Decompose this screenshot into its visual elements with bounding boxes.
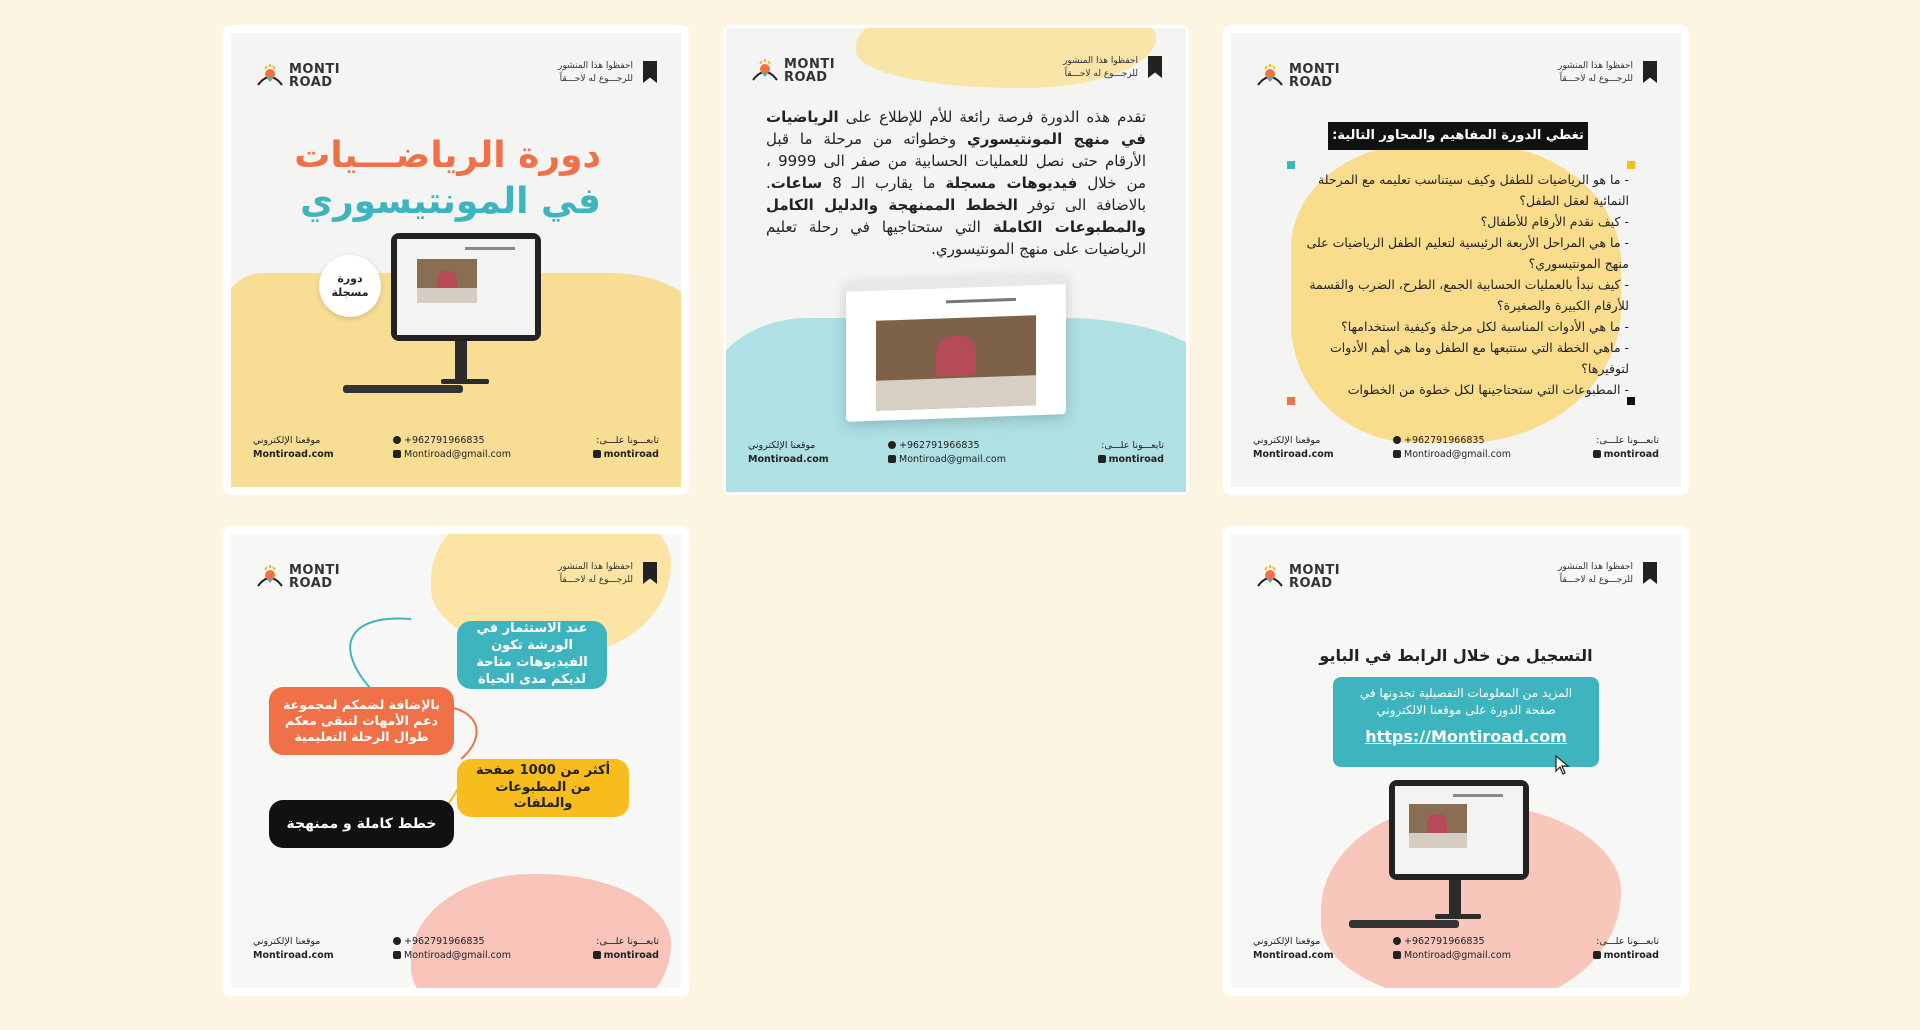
logo-icon [1257, 63, 1283, 89]
save-line-2: للرجـــوع له لاحـــقاً [1559, 74, 1633, 84]
brand-word-2: ROAD [1289, 75, 1333, 90]
website-link[interactable]: https://Montiroad.com [1365, 727, 1567, 746]
card-background [231, 33, 681, 487]
instagram-icon [1098, 455, 1106, 463]
save-line-1: احفظوا هذا المنشور [557, 61, 633, 71]
save-line-2: للرجـــوع له لاحـــقاً [559, 74, 633, 84]
card-background [1231, 534, 1681, 988]
cursor-icon [1555, 755, 1571, 775]
instagram-icon [1593, 951, 1601, 959]
follow-label: تابعـــونا علـــى: [1596, 936, 1659, 947]
highlight-text: الرياضيات في منهج المونتيسوري [766, 108, 1146, 148]
save-line-1: احفظوا هذا المنشور [1062, 56, 1138, 66]
website-label: موقعنا الإلكتروني [1253, 435, 1321, 446]
register-heading: التسجيل من خلال الرابط في البايو [1319, 646, 1593, 665]
website-url: Montiroad.com [1253, 950, 1334, 961]
follow-label: تابعـــونا علـــى: [596, 936, 659, 947]
whatsapp-icon [393, 937, 401, 945]
post-card-register [1223, 526, 1689, 996]
follow-label: تابعـــونا علـــى: [1596, 435, 1659, 446]
brand-word-1: MONTI [289, 62, 341, 77]
topic-item: - ما هي المراحل الأربعة الرئيسية لتعليم الطفل الرياضيات على منهج المونتيسوري؟ [1306, 235, 1629, 271]
body-text: التي ستحتاجيها في رحلة تعليم الرياضيات على منهج المونتيسوري. [766, 218, 1146, 258]
brand-logo [1257, 61, 1357, 93]
email-address: Montiroad@gmail.com [1404, 950, 1511, 961]
social-handle: montiroad [1108, 454, 1164, 465]
whatsapp-icon [1393, 937, 1401, 945]
bookmark-icon [1643, 61, 1657, 83]
accent-square [1287, 161, 1295, 169]
instagram-icon [593, 951, 601, 959]
footer [253, 435, 659, 465]
save-line-2: للرجـــوع له لاحـــقاً [559, 575, 633, 585]
post-card-title [223, 25, 689, 495]
footer [1253, 936, 1659, 966]
bookmark-icon [643, 61, 657, 83]
title-line-1: دورة الرياضـــيات [294, 135, 601, 176]
course-title [261, 133, 601, 225]
website-label: موقعنا الإلكتروني [748, 440, 816, 451]
footer [253, 936, 659, 966]
phone-number: +962791966835 [404, 435, 485, 446]
instagram-icon [1593, 450, 1601, 458]
benefit-printables: أكثر من 1000 صفحة من المطبوعات والملفات [457, 759, 629, 817]
topic-item: - كيف نبدأ بالعمليات الحسابية الجمع، الطرح، الضرب والقسمة للأرقام الكبيرة والصغيرة؟ [1309, 277, 1629, 313]
benefit-plans: خطط كاملة و ممنهجة [269, 800, 454, 848]
bookmark-icon [1643, 562, 1657, 584]
info-text: المزيد من المعلومات التفصيلية تجدونها في صفحة الدورة على موقعنا الالكتروني [1359, 686, 1573, 717]
logo-icon [257, 63, 283, 89]
brand-word-2: ROAD [289, 576, 333, 591]
title-line-2: في المونتيسوري [300, 181, 601, 222]
brand-word-2: ROAD [784, 70, 828, 85]
logo-icon [752, 58, 778, 84]
social-handle: montiroad [1603, 449, 1659, 460]
whatsapp-icon [888, 441, 896, 449]
email-address: Montiroad@gmail.com [404, 449, 511, 460]
highlight-text: الخطط الممنهجة والدليل الكامل والمطبوعات الكاملة [766, 196, 1146, 236]
bookmark-icon [1148, 56, 1162, 78]
highlight-text: فيديوهات مسجلة [945, 174, 1078, 192]
follow-label: تابعـــونا علـــى: [596, 435, 659, 446]
mail-icon [393, 951, 401, 959]
mail-icon [393, 450, 401, 458]
website-label: موقعنا الإلكتروني [1253, 936, 1321, 947]
recorded-badge: دورة مسجلة [319, 255, 381, 317]
whatsapp-icon [1393, 436, 1401, 444]
email-address: Montiroad@gmail.com [404, 950, 511, 961]
footer [748, 440, 1164, 470]
save-line-1: احفظوا هذا المنشور [1557, 562, 1633, 572]
post-card-topics [1223, 25, 1689, 495]
website-url: Montiroad.com [1253, 449, 1334, 460]
email-address: Montiroad@gmail.com [899, 454, 1006, 465]
save-line-1: احفظوا هذا المنشور [1557, 61, 1633, 71]
brand-logo [752, 56, 852, 88]
social-handle: montiroad [1603, 950, 1659, 961]
highlight-text: ساعات [770, 174, 823, 192]
brand-word-2: ROAD [1289, 576, 1333, 591]
brand-word-1: MONTI [784, 57, 836, 72]
brand-word-1: MONTI [289, 563, 341, 578]
computer-monitor [391, 233, 561, 403]
brand-word-2: ROAD [289, 75, 333, 90]
whatsapp-icon [393, 436, 401, 444]
email-address: Montiroad@gmail.com [1404, 449, 1511, 460]
follow-label: تابعـــونا علـــى: [1101, 440, 1164, 451]
mail-icon [1393, 951, 1401, 959]
topics-list [1291, 169, 1629, 400]
website-url: Montiroad.com [253, 449, 334, 460]
website-screenshot [846, 274, 1066, 422]
benefit-support-group: بالإضافة لضمكم لمجموعة دعم الأمهات لنبقى معكم طوال الرحلة التعليمية [269, 687, 454, 755]
website-label: موقعنا الإلكتروني [253, 936, 321, 947]
mail-icon [1393, 450, 1401, 458]
social-handle: montiroad [603, 449, 659, 460]
phone-number: +962791966835 [404, 936, 485, 947]
computer-monitor [1389, 780, 1559, 950]
brand-logo [257, 61, 357, 93]
brand-word-1: MONTI [1289, 563, 1341, 578]
topic-item: - كيف نقدم الأرقام للأطفال؟ [1480, 214, 1629, 229]
phone-number: +962791966835 [1404, 936, 1485, 947]
card-background [231, 534, 681, 988]
benefit-lifetime-access: عند الاستثمار في الورشة تكون الفيديوهات متاحة لديكم مدى الحياة [457, 621, 607, 689]
mail-icon [888, 455, 896, 463]
brand-logo [1257, 562, 1357, 594]
website-url: Montiroad.com [748, 454, 829, 465]
body-text: ما يقارب الـ 8 [822, 174, 946, 192]
phone-number: +962791966835 [1404, 435, 1485, 446]
social-handle: montiroad [603, 950, 659, 961]
course-description [766, 106, 1146, 260]
body-text: وخطواته من مرحلة ما قبل الأرقام حتى نصل للعمليات الحسابية من صفر الى 9999 ، من خلال [766, 130, 1146, 192]
save-line-2: للرجـــوع له لاحـــقاً [1559, 575, 1633, 585]
body-text: . بالاضافة الى توفر [766, 174, 1146, 214]
accent-square [1627, 161, 1635, 169]
brand-word-1: MONTI [1289, 62, 1341, 77]
topic-item: - ماهي الخطة التي ستتبعها مع الطفل وما هي أهم الأدوات لتوفيرها؟ [1330, 340, 1629, 376]
topic-item: - المطبوعات التي ستحتاجينها لكل خطوة من الخطوات [1347, 382, 1629, 397]
save-line-1: احفظوا هذا المنشور [557, 562, 633, 572]
post-card-benefits [223, 526, 689, 996]
logo-icon [1257, 564, 1283, 590]
website-url: Montiroad.com [253, 950, 334, 961]
card-background [1231, 33, 1681, 487]
card-background [726, 28, 1186, 492]
topic-item: - ما هي الأدوات المناسبة لكل مرحلة وكيفية استخدامها؟ [1341, 319, 1629, 334]
post-card-description [723, 25, 1189, 495]
phone-number: +962791966835 [899, 440, 980, 451]
body-text: تقدم هذه الدورة فرصة رائعة للأم للإطلاع على [838, 108, 1146, 126]
website-info-box [1333, 677, 1599, 767]
footer [1253, 435, 1659, 465]
save-line-2: للرجـــوع له لاحـــقاً [1064, 69, 1138, 79]
topics-heading: تغطي الدورة المفاهيم والمحاور التالية: [1328, 122, 1588, 150]
website-label: موقعنا الإلكتروني [253, 435, 321, 446]
instagram-icon [593, 450, 601, 458]
topic-item: - ما هو الرياضيات للطفل وكيف سيتناسب تعليمه مع المرحلة النمائية لعقل الطفل؟ [1318, 172, 1629, 208]
